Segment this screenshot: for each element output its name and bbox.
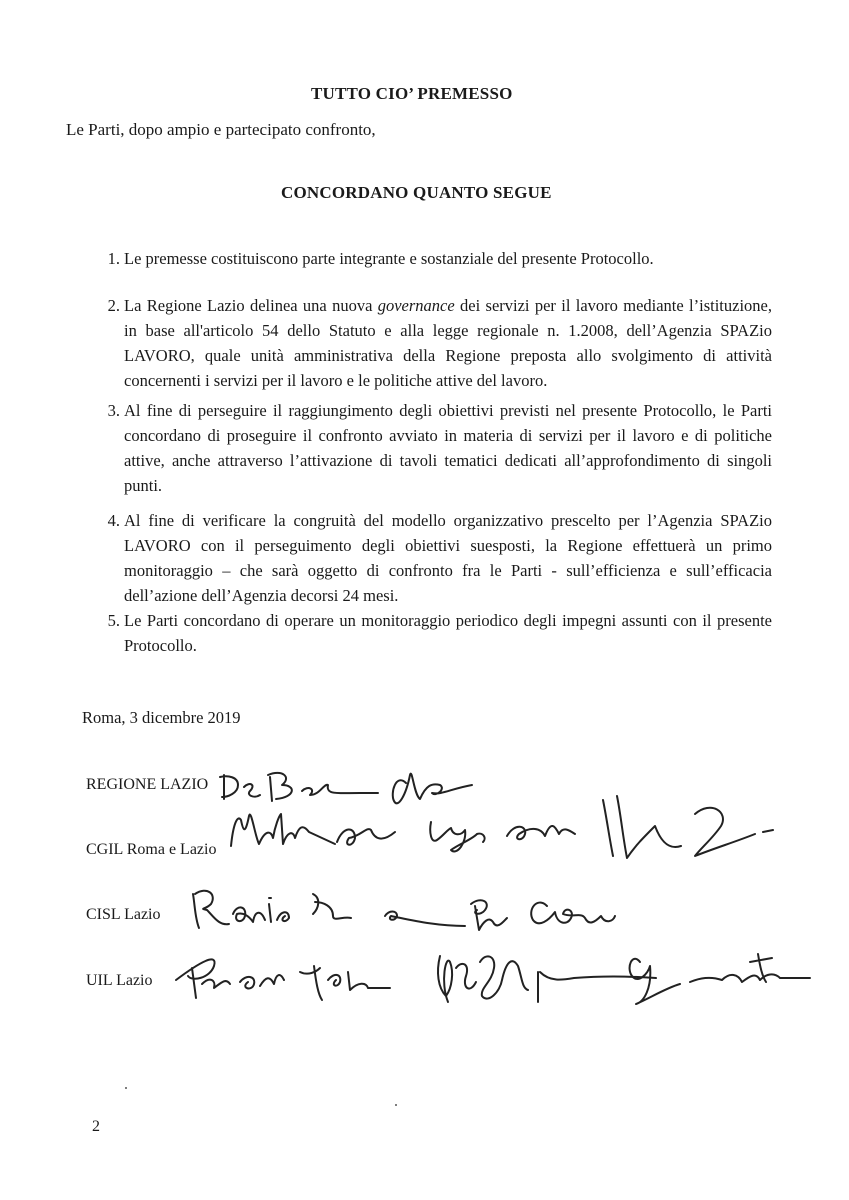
item-number: 3. xyxy=(107,401,120,420)
signature-cgil-roma-lazio xyxy=(225,786,785,876)
signatory-label-cgil: CGIL Roma e Lazio xyxy=(86,841,217,858)
page-number: 2 xyxy=(92,1118,100,1135)
intro-text: Le Parti, dopo ampio e partecipato confronto, xyxy=(66,120,376,139)
item-text: La Regione Lazio delinea una nuova governance dei servizi per il lavoro mediante l’istituzione, in base all'articolo 54 dello Statuto e alla legge regionale n. 1.2008, dell’Agenzia SPAZio LAVORO, quale unità amministrativa della Regione preposta allo svolgimento di attività concernenti i servizi per il lavoro e le politiche attive del lavoro. xyxy=(124,296,772,390)
list-item xyxy=(92,508,772,608)
list-item xyxy=(92,246,772,271)
list-item xyxy=(92,293,772,393)
signatory-label-cisl: CISL Lazio xyxy=(86,906,161,923)
list-item xyxy=(92,608,772,658)
item-number: 1. xyxy=(107,249,120,268)
item-text: Le premesse costituiscono parte integrante e sostanziale del presente Protocollo. xyxy=(124,249,654,268)
item-text: Al fine di verificare la congruità del modello organizzativo prescelto per l’Agenzia SPAZio LAVORO con il perseguimento degli obiettivi suesposti, la Regione effettuerà un primo monitoraggio – che sarà oggetto di confronto fra le Parti - sull’efficienza e sull’efficacia dell’azione dell’Agenzia decorsi 24 mesi. xyxy=(124,511,772,605)
item-number: 4. xyxy=(107,511,120,530)
place-date: Roma, 3 dicembre 2019 xyxy=(82,708,241,727)
list-item xyxy=(92,398,772,498)
item-text: Le Parti concordano di operare un monitoraggio periodico degli impegni assunti con il presente Protocollo. xyxy=(124,611,772,655)
heading-premesso: TUTTO CIO’ PREMESSO xyxy=(311,84,513,103)
item-number: 2. xyxy=(107,296,120,315)
item-text: Al fine di perseguire il raggiungimento degli obiettivi previsti nel presente Protocollo, le Parti concordano di proseguire il confronto avviato in materia di servizi per il lavoro e di politiche attive, anche attraverso l’attivazione di tavoli tematici dedicati all’approfondimento di singoli punti. xyxy=(124,401,772,495)
scan-speck xyxy=(125,1087,127,1089)
item-number: 5. xyxy=(107,611,120,630)
signatory-label-regione: REGIONE LAZIO xyxy=(86,776,209,793)
scan-speck xyxy=(395,1104,397,1106)
heading-concordano: CONCORDANO QUANTO SEGUE xyxy=(281,183,552,202)
signature-uil-lazio xyxy=(170,932,840,1027)
governance-term: governance xyxy=(377,296,455,315)
signatory-label-uil: UIL Lazio xyxy=(86,972,153,989)
